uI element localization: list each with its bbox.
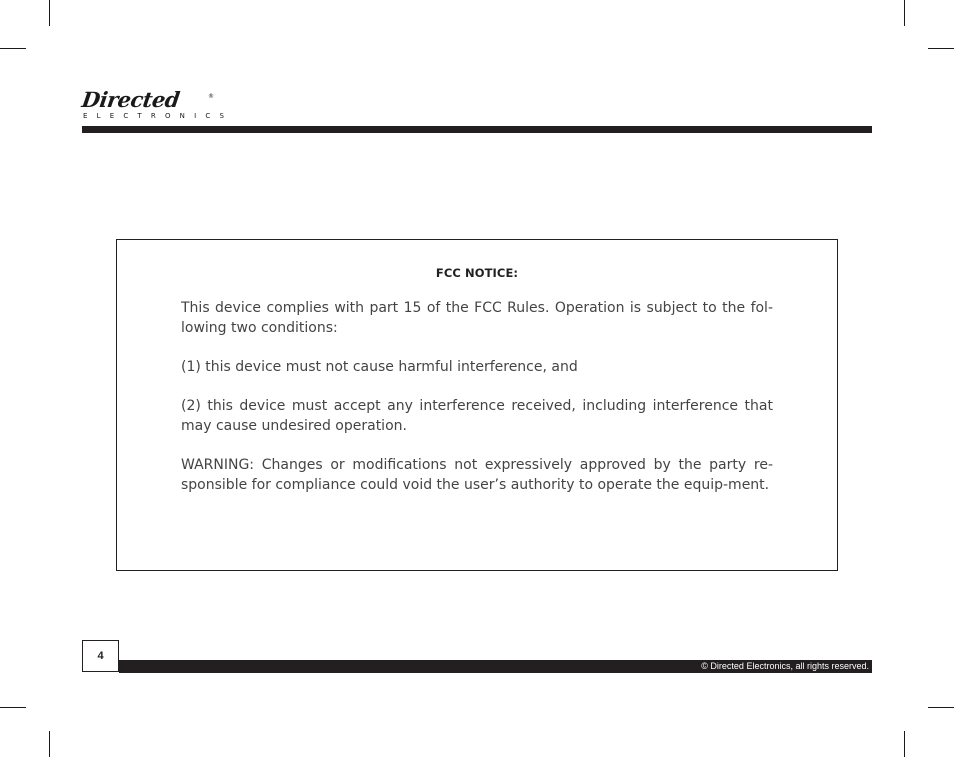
notice-paragraph: This device complies with part 15 of the FCC Rules. Operation is subject to the fol-lowing two conditions: [181, 300, 773, 336]
crop-mark-top-right [928, 48, 954, 49]
crop-mark-bottom-left [49, 731, 50, 757]
fcc-notice-box [116, 239, 838, 571]
notice-title: FCC NOTICE: [435, 266, 519, 280]
notice-paragraph: WARNING: Changes or modifications not expressively approved by the party re-sponsible for compliance could void the user’s authority to operate the equip-ment. [181, 457, 773, 493]
notice-paragraph: (1) this device must not cause harmful interference, and [181, 359, 578, 375]
notice-paragraph: (2) this device must accept any interference received, including interference that may cause undesired operation. [181, 398, 773, 434]
footer-copyright: © Directed Electronics, all rights reserved. [119, 660, 872, 673]
notice-body [181, 298, 773, 514]
page-number: 4 [82, 640, 119, 672]
header-rule [82, 126, 872, 133]
crop-mark-top-right [904, 0, 905, 26]
crop-mark-bottom-right [928, 707, 954, 708]
logo-wordmark: Directed [80, 87, 181, 112]
directed-electronics-logo [80, 87, 234, 122]
crop-mark-bottom-right [904, 731, 905, 757]
logo-subtitle: ELECTRONICS [83, 112, 234, 120]
crop-mark-bottom-left [0, 707, 26, 708]
logo-registered-mark: ® [208, 93, 214, 100]
crop-mark-top-left [49, 0, 50, 26]
crop-mark-top-left [0, 48, 26, 49]
